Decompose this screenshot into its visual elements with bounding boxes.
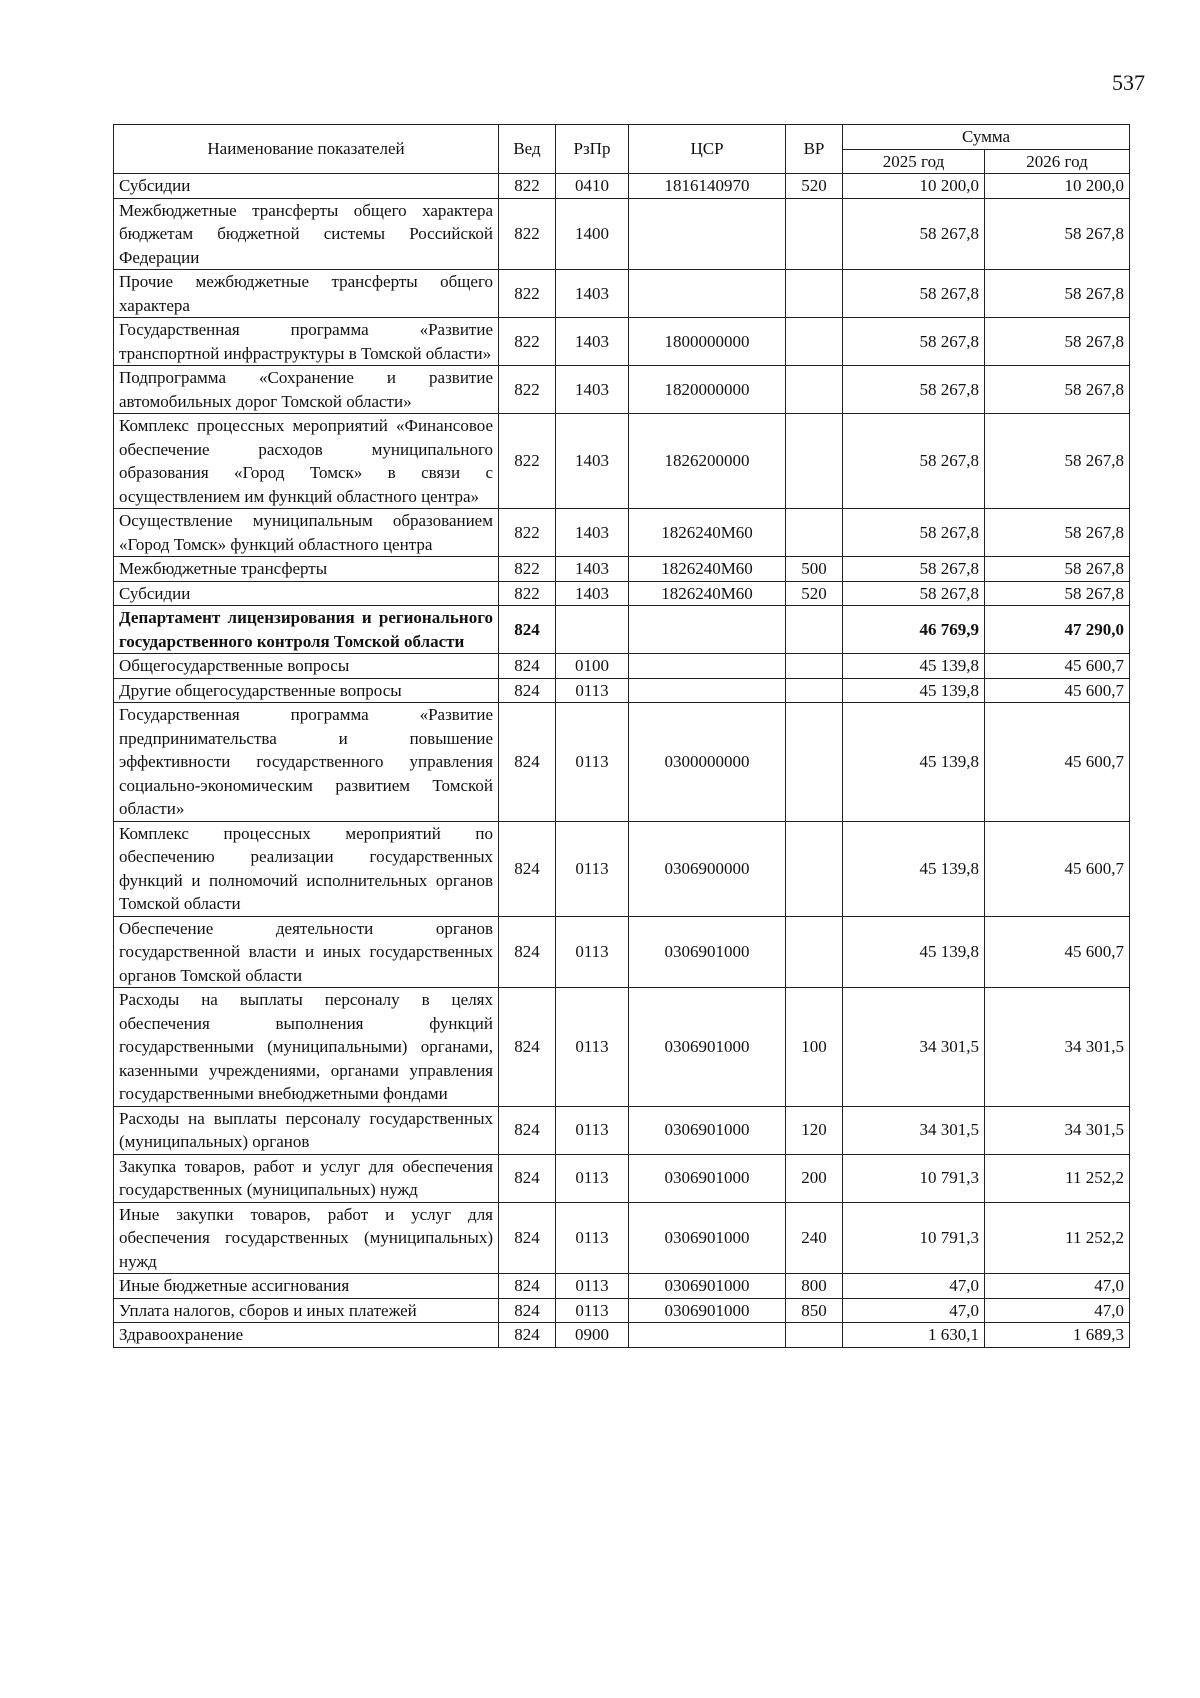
row-ved: 822	[499, 198, 556, 270]
row-ved: 824	[499, 1106, 556, 1154]
row-csr: 0306901000	[629, 916, 786, 988]
row-csr: 0306901000	[629, 1202, 786, 1274]
table-row	[114, 1274, 1130, 1299]
row-name: Иные бюджетные ассигнования	[114, 1274, 499, 1299]
row-sum-2026: 58 267,8	[985, 557, 1130, 582]
row-rzpr: 0113	[556, 1274, 629, 1299]
row-ved: 824	[499, 1323, 556, 1348]
row-csr: 0306901000	[629, 988, 786, 1107]
row-csr: 1826240М60	[629, 557, 786, 582]
row-csr: 1800000000	[629, 318, 786, 366]
row-ved: 824	[499, 1202, 556, 1274]
row-sum-2025: 34 301,5	[843, 988, 985, 1107]
row-sum-2025: 58 267,8	[843, 414, 985, 509]
row-vr: 500	[786, 557, 843, 582]
table-row	[114, 678, 1130, 703]
row-sum-2025: 1 630,1	[843, 1323, 985, 1348]
row-ved: 822	[499, 557, 556, 582]
row-csr	[629, 654, 786, 679]
header-year-2026: 2026 год	[985, 149, 1130, 174]
table-row	[114, 703, 1130, 822]
row-ved: 824	[499, 988, 556, 1107]
row-vr	[786, 821, 843, 916]
row-csr: 0306901000	[629, 1106, 786, 1154]
row-ved: 822	[499, 366, 556, 414]
row-vr: 850	[786, 1298, 843, 1323]
row-sum-2026: 58 267,8	[985, 414, 1130, 509]
table-row	[114, 318, 1130, 366]
row-sum-2025: 58 267,8	[843, 581, 985, 606]
row-csr: 1826240М60	[629, 509, 786, 557]
row-name: Государственная программа «Развитие транспортной инфраструктуры в Томской области»	[114, 318, 499, 366]
row-sum-2026: 58 267,8	[985, 581, 1130, 606]
row-sum-2025: 46 769,9	[843, 606, 985, 654]
row-rzpr: 0100	[556, 654, 629, 679]
row-ved: 824	[499, 1298, 556, 1323]
header-sum: Сумма	[843, 125, 1130, 150]
row-csr: 0300000000	[629, 703, 786, 822]
budget-table	[113, 124, 1130, 1348]
row-sum-2025: 58 267,8	[843, 366, 985, 414]
row-vr: 120	[786, 1106, 843, 1154]
row-sum-2026: 1 689,3	[985, 1323, 1130, 1348]
row-sum-2025: 58 267,8	[843, 557, 985, 582]
header-name: Наименование показателей	[114, 125, 499, 174]
table-row	[114, 606, 1130, 654]
row-csr: 0306900000	[629, 821, 786, 916]
row-sum-2026: 47,0	[985, 1274, 1130, 1299]
row-rzpr: 1403	[556, 270, 629, 318]
table-row	[114, 1323, 1130, 1348]
row-vr: 800	[786, 1274, 843, 1299]
header-rzpr: РзПр	[556, 125, 629, 174]
row-sum-2026: 45 600,7	[985, 703, 1130, 822]
row-rzpr	[556, 606, 629, 654]
table-row	[114, 1298, 1130, 1323]
row-name: Иные закупки товаров, работ и услуг для обеспечения государственных (муниципальных) нужд	[114, 1202, 499, 1274]
row-rzpr: 0113	[556, 678, 629, 703]
table-row	[114, 821, 1130, 916]
row-sum-2025: 58 267,8	[843, 509, 985, 557]
row-ved: 822	[499, 509, 556, 557]
table-row	[114, 557, 1130, 582]
table-row	[114, 270, 1130, 318]
row-vr	[786, 916, 843, 988]
row-name: Уплата налогов, сборов и иных платежей	[114, 1298, 499, 1323]
row-name: Департамент лицензирования и регионального государственного контроля Томской области	[114, 606, 499, 654]
row-vr	[786, 366, 843, 414]
table-row	[114, 509, 1130, 557]
row-sum-2025: 10 791,3	[843, 1154, 985, 1202]
row-sum-2026: 58 267,8	[985, 509, 1130, 557]
row-sum-2025: 58 267,8	[843, 270, 985, 318]
row-name: Прочие межбюджетные трансферты общего характера	[114, 270, 499, 318]
row-sum-2026: 45 600,7	[985, 916, 1130, 988]
row-csr: 1826240М60	[629, 581, 786, 606]
table-row	[114, 1202, 1130, 1274]
row-name: Общегосударственные вопросы	[114, 654, 499, 679]
header-csr: ЦСР	[629, 125, 786, 174]
table-row	[114, 174, 1130, 199]
table-row	[114, 414, 1130, 509]
row-vr: 200	[786, 1154, 843, 1202]
row-rzpr: 0113	[556, 1106, 629, 1154]
row-sum-2026: 58 267,8	[985, 198, 1130, 270]
row-ved: 824	[499, 1274, 556, 1299]
row-vr: 240	[786, 1202, 843, 1274]
table-row	[114, 198, 1130, 270]
row-csr	[629, 678, 786, 703]
row-vr: 520	[786, 174, 843, 199]
row-sum-2026: 58 267,8	[985, 270, 1130, 318]
page-number: 537	[1112, 70, 1145, 95]
row-rzpr: 0113	[556, 1154, 629, 1202]
row-sum-2025: 45 139,8	[843, 821, 985, 916]
row-vr	[786, 198, 843, 270]
row-vr	[786, 270, 843, 318]
row-name: Государственная программа «Развитие предпринимательства и повышение эффективности государственного управления социально-экономическим развитием Томской области»	[114, 703, 499, 822]
row-sum-2026: 58 267,8	[985, 366, 1130, 414]
row-sum-2025: 58 267,8	[843, 318, 985, 366]
row-name: Другие общегосударственные вопросы	[114, 678, 499, 703]
row-ved: 824	[499, 606, 556, 654]
row-sum-2025: 34 301,5	[843, 1106, 985, 1154]
header-year-2025: 2025 год	[843, 149, 985, 174]
row-name: Субсидии	[114, 174, 499, 199]
header-vr: ВР	[786, 125, 843, 174]
row-ved: 824	[499, 1154, 556, 1202]
row-rzpr: 1403	[556, 366, 629, 414]
row-name: Осуществление муниципальным образованием «Город Томск» функций областного центра	[114, 509, 499, 557]
row-sum-2026: 45 600,7	[985, 654, 1130, 679]
table-body	[114, 174, 1130, 1348]
row-ved: 822	[499, 174, 556, 199]
row-ved: 824	[499, 916, 556, 988]
row-sum-2026: 47,0	[985, 1298, 1130, 1323]
row-sum-2026: 10 200,0	[985, 174, 1130, 199]
row-ved: 822	[499, 581, 556, 606]
row-rzpr: 1403	[556, 318, 629, 366]
row-sum-2026: 34 301,5	[985, 988, 1130, 1107]
row-ved: 824	[499, 654, 556, 679]
row-csr: 1816140970	[629, 174, 786, 199]
row-vr	[786, 414, 843, 509]
table-row	[114, 654, 1130, 679]
row-sum-2025: 58 267,8	[843, 198, 985, 270]
row-name: Межбюджетные трансферты общего характера бюджетам бюджетной системы Российской Федерации	[114, 198, 499, 270]
row-ved: 822	[499, 318, 556, 366]
row-vr	[786, 678, 843, 703]
row-rzpr: 0410	[556, 174, 629, 199]
row-rzpr: 0113	[556, 988, 629, 1107]
row-ved: 824	[499, 703, 556, 822]
row-name: Обеспечение деятельности органов государственной власти и иных государственных органов Томской области	[114, 916, 499, 988]
table-row	[114, 1106, 1130, 1154]
row-vr: 520	[786, 581, 843, 606]
table-row	[114, 1154, 1130, 1202]
row-csr	[629, 1323, 786, 1348]
row-rzpr: 0113	[556, 821, 629, 916]
row-sum-2025: 10 791,3	[843, 1202, 985, 1274]
row-vr	[786, 318, 843, 366]
header-ved: Вед	[499, 125, 556, 174]
table-row	[114, 988, 1130, 1107]
row-csr: 0306901000	[629, 1298, 786, 1323]
row-rzpr: 0113	[556, 703, 629, 822]
table-row	[114, 916, 1130, 988]
row-rzpr: 0113	[556, 1298, 629, 1323]
row-name: Комплекс процессных мероприятий «Финансовое обеспечение расходов муниципального образования «Город Томск» в связи с осуществлением им функций областного центра»	[114, 414, 499, 509]
row-sum-2025: 45 139,8	[843, 916, 985, 988]
row-sum-2025: 47,0	[843, 1298, 985, 1323]
row-name: Межбюджетные трансферты	[114, 557, 499, 582]
row-ved: 824	[499, 678, 556, 703]
row-sum-2025: 45 139,8	[843, 654, 985, 679]
row-csr: 0306901000	[629, 1154, 786, 1202]
row-sum-2025: 45 139,8	[843, 678, 985, 703]
row-name: Здравоохранение	[114, 1323, 499, 1348]
row-csr: 0306901000	[629, 1274, 786, 1299]
row-name: Комплекс процессных мероприятий по обеспечению реализации государственных функций и полномочий исполнительных органов Томской области	[114, 821, 499, 916]
row-name: Субсидии	[114, 581, 499, 606]
row-name: Закупка товаров, работ и услуг для обеспечения государственных (муниципальных) нужд	[114, 1154, 499, 1202]
row-sum-2026: 45 600,7	[985, 821, 1130, 916]
row-sum-2026: 11 252,2	[985, 1154, 1130, 1202]
row-sum-2026: 58 267,8	[985, 318, 1130, 366]
row-vr: 100	[786, 988, 843, 1107]
row-vr	[786, 509, 843, 557]
row-csr	[629, 270, 786, 318]
table-row	[114, 581, 1130, 606]
row-sum-2025: 10 200,0	[843, 174, 985, 199]
row-name: Расходы на выплаты персоналу в целях обеспечения выполнения функций государственными (муниципальными) органами, казенными учреждениями, органами управления государственными внебюджетными фондами	[114, 988, 499, 1107]
row-sum-2026: 34 301,5	[985, 1106, 1130, 1154]
row-name: Расходы на выплаты персоналу государственных (муниципальных) органов	[114, 1106, 499, 1154]
row-vr	[786, 703, 843, 822]
table-row	[114, 366, 1130, 414]
row-sum-2026: 11 252,2	[985, 1202, 1130, 1274]
row-ved: 824	[499, 821, 556, 916]
row-rzpr: 0113	[556, 916, 629, 988]
row-sum-2025: 45 139,8	[843, 703, 985, 822]
row-csr	[629, 198, 786, 270]
row-sum-2026: 45 600,7	[985, 678, 1130, 703]
row-vr	[786, 606, 843, 654]
row-rzpr: 1403	[556, 414, 629, 509]
row-rzpr: 1403	[556, 557, 629, 582]
row-rzpr: 1403	[556, 581, 629, 606]
row-csr: 1826200000	[629, 414, 786, 509]
row-csr	[629, 606, 786, 654]
row-rzpr: 0900	[556, 1323, 629, 1348]
row-rzpr: 1403	[556, 509, 629, 557]
row-name: Подпрограмма «Сохранение и развитие автомобильных дорог Томской области»	[114, 366, 499, 414]
row-csr: 1820000000	[629, 366, 786, 414]
row-vr	[786, 1323, 843, 1348]
row-sum-2026: 47 290,0	[985, 606, 1130, 654]
row-rzpr: 0113	[556, 1202, 629, 1274]
row-sum-2025: 47,0	[843, 1274, 985, 1299]
row-ved: 822	[499, 414, 556, 509]
row-rzpr: 1400	[556, 198, 629, 270]
row-vr	[786, 654, 843, 679]
row-ved: 822	[499, 270, 556, 318]
